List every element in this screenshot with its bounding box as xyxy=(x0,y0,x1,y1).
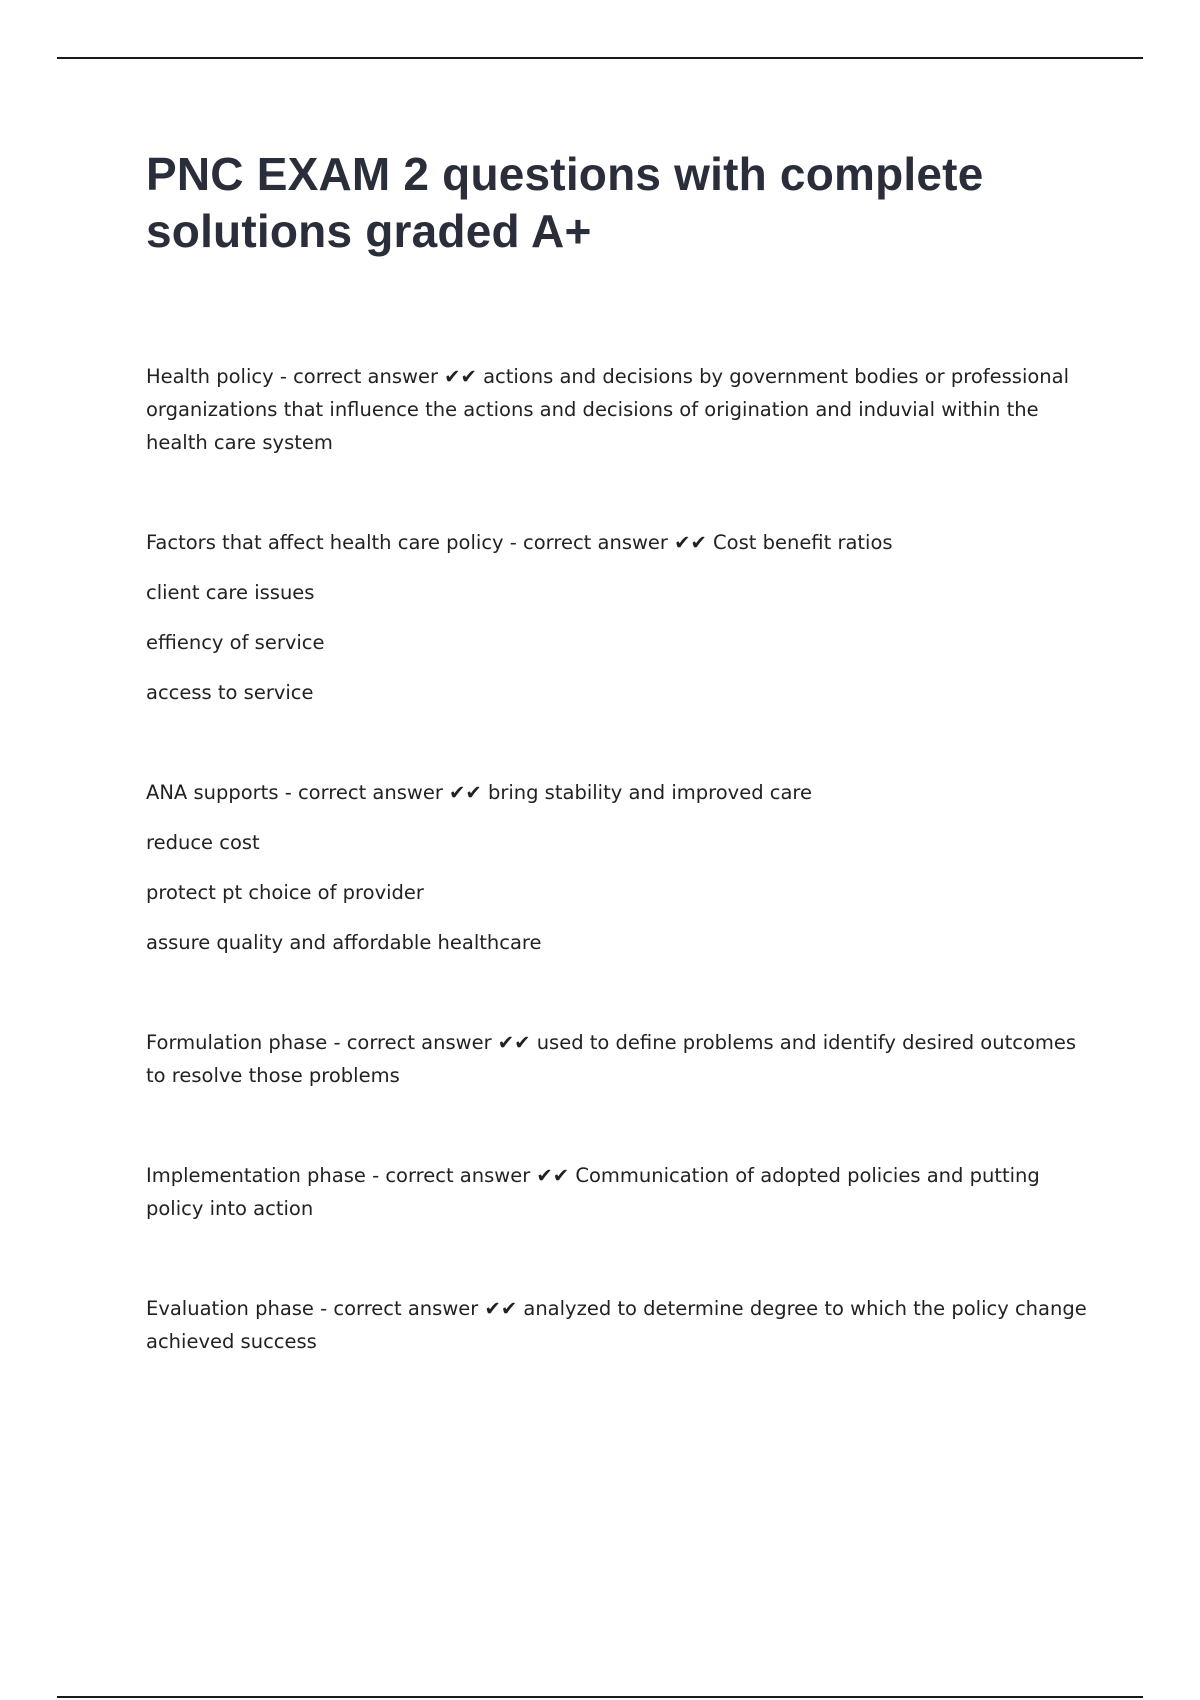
qa-answer: used to define problems and identify desired outcomes to resolve those problems xyxy=(146,1031,1077,1087)
qa-answer: actions and decisions by government bodies or professional organizations that influence the actions and decisions of origination and induvial within the health care system xyxy=(146,365,1070,454)
qa-answer: Communication of adopted policies and putting policy into action xyxy=(146,1164,1040,1220)
qa-term: Factors that affect health care policy xyxy=(146,531,504,554)
qa-answer-line: protect pt choice of provider xyxy=(146,881,424,904)
qa-term: Formulation phase xyxy=(146,1031,328,1054)
qa-term: Evaluation phase xyxy=(146,1297,314,1320)
qa-marker: - correct answer ✔✔ xyxy=(279,365,477,388)
document-title: PNC EXAM 2 questions with complete solutions graded A+ xyxy=(146,148,984,257)
qa-answer: bring stability and improved care xyxy=(487,781,813,804)
qa-marker: - correct answer ✔✔ xyxy=(284,781,482,804)
qa-marker: - correct answer ✔✔ xyxy=(320,1297,518,1320)
qa-item-implementation-phase xyxy=(146,1159,1096,1225)
qa-answer-line: reduce cost xyxy=(146,831,260,854)
qa-answer: Cost benefit ratios xyxy=(713,531,893,554)
qa-main-line xyxy=(146,1159,1096,1225)
qa-main-line xyxy=(146,360,1096,459)
qa-term: Implementation phase xyxy=(146,1164,366,1187)
qa-answer-line: access to service xyxy=(146,681,314,704)
qa-main-line xyxy=(146,526,1096,559)
qa-marker: - correct answer ✔✔ xyxy=(509,531,707,554)
qa-list xyxy=(146,360,1096,1358)
qa-item-health-policy xyxy=(146,360,1096,459)
qa-answer-line: client care issues xyxy=(146,581,315,604)
qa-marker: - correct answer ✔✔ xyxy=(333,1031,531,1054)
qa-term: ANA supports xyxy=(146,781,279,804)
qa-main-line xyxy=(146,1292,1096,1358)
page-content xyxy=(146,146,1096,1358)
top-rule xyxy=(57,57,1143,59)
qa-term: Health policy xyxy=(146,365,274,388)
qa-answer-line: effiency of service xyxy=(146,631,325,654)
qa-main-line xyxy=(146,1026,1096,1092)
qa-item-formulation-phase xyxy=(146,1026,1096,1092)
qa-item-ana-supports xyxy=(146,776,1096,959)
qa-item-evaluation-phase xyxy=(146,1292,1096,1358)
qa-answer-line: assure quality and affordable healthcare xyxy=(146,931,542,954)
qa-main-line xyxy=(146,776,1096,809)
qa-answer: analyzed to determine degree to which the policy change achieved success xyxy=(146,1297,1087,1353)
qa-item-factors xyxy=(146,526,1096,709)
bottom-rule xyxy=(57,1696,1143,1698)
qa-marker: - correct answer ✔✔ xyxy=(372,1164,570,1187)
